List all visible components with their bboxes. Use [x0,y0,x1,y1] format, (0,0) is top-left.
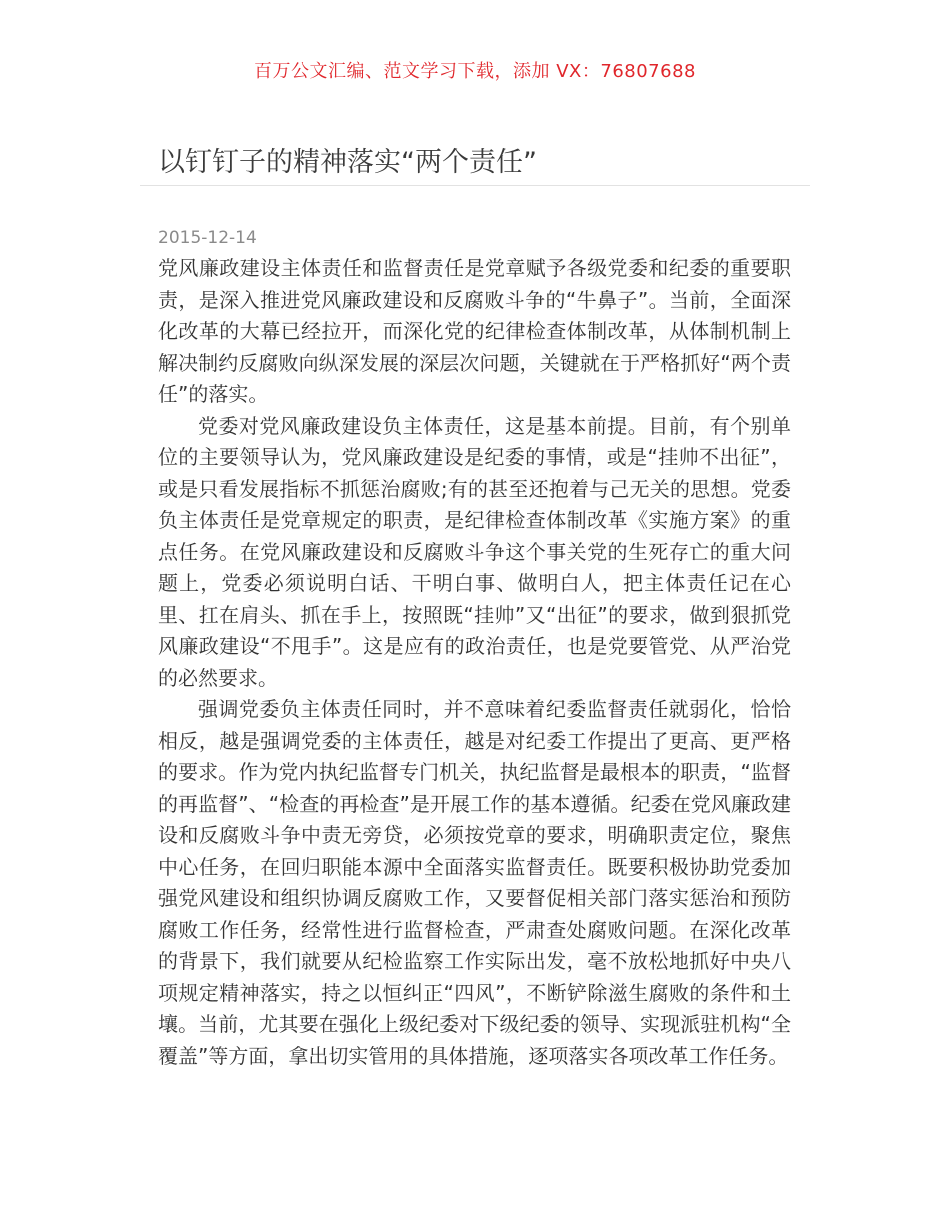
publish-date: 2015-12-14 [158,228,257,248]
article-title: 以钉钉子的精神落实“两个责任” [158,147,537,178]
article-body [158,253,791,1072]
paragraph-2: 党委对党风廉政建设负主体责任，这是基本前提。目前，有个别单位的主要领导认为，党风廉政建设是纪委的事情，或是“挂帅不出征”，或是只看发展指标不抓惩治腐败;有的甚至还抱着与己无关的思想。党委负主体责任是党章规定的职责，是纪律检查体制改革《实施方案》的重点任务。在党风廉政建设和反腐败斗争这个事关党的生死存亡的重大问题上，党委必须说明白话、干明白事、做明白人，把主体责任记在心里、扛在肩头、抓在手上，按照既“挂帅”又“出征”的要求，做到狠抓党风廉政建设“不甩手”。这是应有的政治责任，也是党要管党、从严治党的必然要求。 [158,413,791,690]
paragraph-1: 党风廉政建设主体责任和监督责任是党章赋予各级党委和纪委的重要职责，是深入推进党风廉政建设和反腐败斗争的“牛鼻子”。当前，全面深化改革的大幕已经拉开，而深化党的纪律检查体制改革，从体制机制上解决制约反腐败向纵深发展的深层次问题，关键就在于严格抓好“两个责任”的落实。 [158,256,791,406]
paragraph-3: 强调党委负主体责任同时，并不意味着纪委监督责任就弱化，恰恰相反，越是强调党委的主体责任，越是对纪委工作提出了更高、更严格的要求。作为党内执纪监督专门机关，执纪监督是最根本的职责，“监督的再监督”、“检查的再检查”是开展工作的基本遵循。纪委在党风廉政建设和反腐败斗争中责无旁贷，必须按党章的要求，明确职责定位，聚焦中心任务，在回归职能本源中全面落实监督责任。既要积极协助党委加强党风建设和组织协调反腐败工作，又要督促相关部门落实惩治和预防腐败工作任务，经常性进行监督检查，严肃查处腐败问题。在深化改革的背景下，我们就要从纪检监察工作实际出发，毫不放松地抓好中央八项规定精神落实，持之以恒纠正“四风”，不断铲除滋生腐败的条件和土壤。当前，尤其要在强化上级纪委对下级纪委的领导、实现派驻机构“全覆盖”等方面，拿出切实管用的具体措施，逐项落实各项改革工作任务。 [158,697,791,1068]
promo-banner: 百万公文汇编、范文学习下载，添加 VX：76807688 [254,61,696,82]
title-divider [140,185,810,186]
